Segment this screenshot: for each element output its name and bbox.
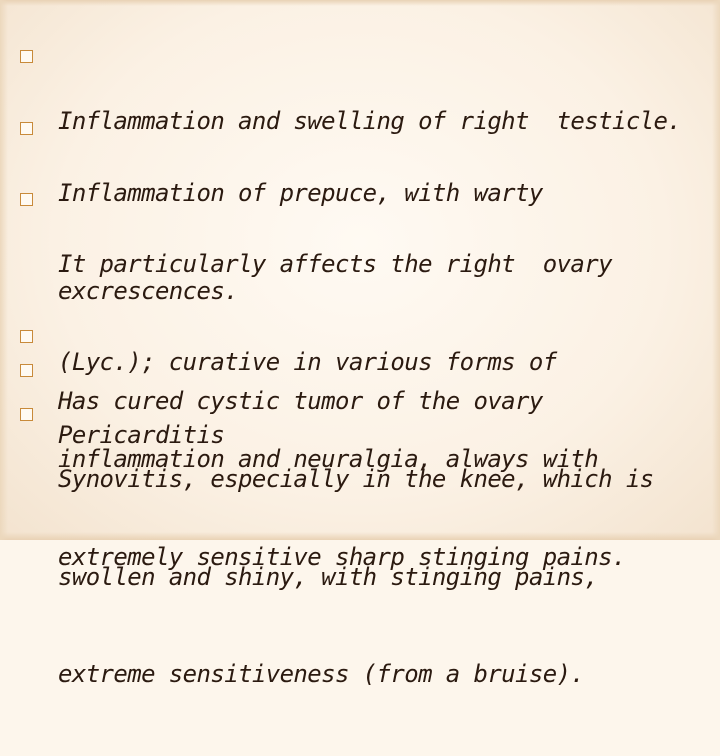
- text-line: It particularly affects the right ovary: [58, 250, 612, 278]
- text-line: extremely sensitive sharp stinging pains.: [58, 542, 626, 571]
- text-line: Pericarditis: [58, 421, 225, 449]
- square-bullet-icon: [20, 408, 33, 421]
- text-line: Has cured cystic tumor of the ovary: [58, 387, 543, 415]
- square-bullet-icon: [20, 330, 33, 343]
- text-line: excrescences.: [58, 276, 239, 305]
- edge-top: [0, 0, 720, 6]
- square-bullet-icon: [20, 122, 33, 135]
- edge-right: [712, 0, 720, 540]
- square-bullet-icon: [20, 50, 33, 63]
- text-line: (Lyc.); curative in various forms of: [58, 347, 557, 376]
- text-line: inflammation and neuralgia, always with: [58, 445, 599, 473]
- edge-left: [0, 0, 8, 540]
- text-line: Synovitis, especially in the knee, which is: [58, 465, 654, 493]
- text-line: Inflammation of prepuce, with warty: [58, 179, 543, 207]
- square-bullet-icon: [20, 193, 33, 206]
- bullet-text: [58, 398, 708, 756]
- text-line: Inflammation and swelling of right testicle.: [58, 107, 682, 135]
- text-line: swollen and shiny, with stinging pains,: [58, 562, 599, 591]
- text-line: extreme sensitiveness (from a bruise).: [58, 660, 585, 688]
- square-bullet-icon: [20, 364, 33, 377]
